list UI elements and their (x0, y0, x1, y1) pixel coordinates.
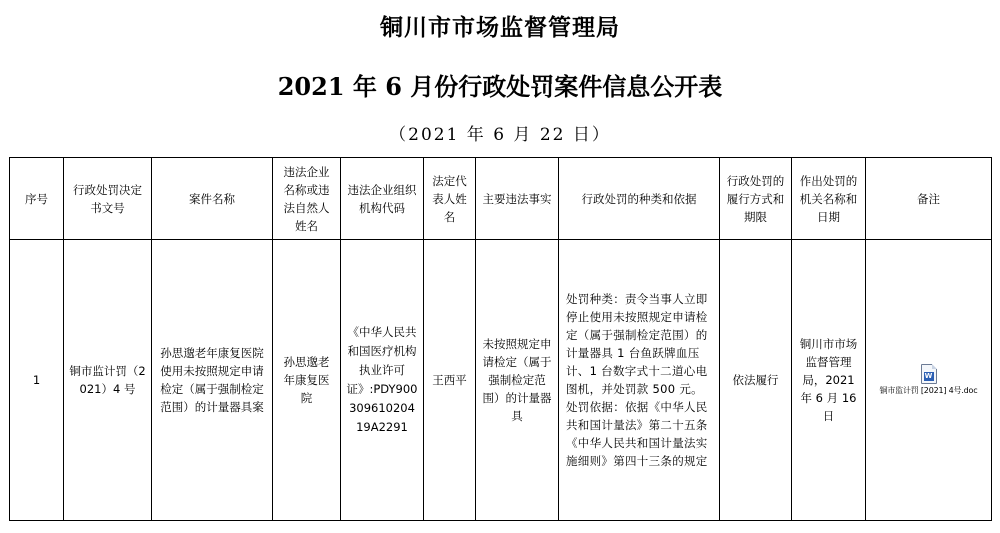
report-date: （2021 年 6 月 22 日） (389, 125, 611, 145)
table-row (10, 240, 992, 521)
cell-authority-date: 铜川市市场监督管理局，2021 年 6 月 16 日 (792, 240, 866, 521)
cell-case-name: 孙思邈老年康复医院使用未按照规定申请检定（属于强制检定范围）的计量器具案 (152, 240, 273, 521)
cell-seq: 1 (10, 240, 64, 521)
cell-remarks (866, 240, 992, 521)
col-header-legal-rep: 法定代表人姓名 (424, 158, 476, 240)
col-header-penalty: 行政处罚的种类和依据 (559, 158, 720, 240)
col-header-remarks: 备注 (866, 158, 992, 240)
col-header-org-code: 违法企业组织机构代码 (341, 158, 424, 240)
cell-legal-rep: 王西平 (424, 240, 476, 521)
attachment-filename[interactable]: 铜市监计罚 [2021] 4号.doc (879, 386, 978, 395)
col-header-seq: 序号 (10, 158, 64, 240)
cell-party: 孙思邈老年康复医院 (273, 240, 341, 521)
penalty-info-table (9, 157, 992, 521)
cell-facts: 未按照规定申请检定（属于强制检定范围）的计量器具 (476, 240, 559, 521)
cell-penalty (559, 240, 720, 521)
agency-title: 铜川市市场监督管理局 (380, 15, 620, 41)
penalty-basis-text: 处罚依据：依据《中华人民共和国计量法》第二十五条《中华人民共和国计量法实施细则》第四十三条的规定 (566, 400, 708, 468)
table-header-row (10, 158, 992, 240)
attachment-link[interactable] (871, 364, 986, 396)
col-header-case-name: 案件名称 (152, 158, 273, 240)
cell-org-code: 《中华人民共和国医疗机构执业许可证》:PDY90030961020419A2291 (341, 240, 424, 521)
col-header-facts: 主要违法事实 (476, 158, 559, 240)
cell-doc-no: 铜市监计罚（2021）4 号 (64, 240, 152, 521)
report-title: 2021 年 6 月份行政处罚案件信息公开表 (277, 72, 723, 101)
penalty-type-text: 处罚种类：责令当事人立即停止使用未按照规定申请检定（属于强制检定范围）的计量器具 1 台鱼跃牌血压计、1 台数字式十二道心电图机，并处罚款 500 元。 (566, 292, 708, 396)
col-header-authority: 作出处罚的机关名称和日期 (792, 158, 866, 240)
word-document-icon[interactable]: W (921, 364, 937, 384)
col-header-execution: 行政处罚的履行方式和期限 (720, 158, 792, 240)
col-header-doc-no: 行政处罚决定书文号 (64, 158, 152, 240)
col-header-party: 违法企业名称或违法自然人姓名 (273, 158, 341, 240)
cell-execution: 依法履行 (720, 240, 792, 521)
